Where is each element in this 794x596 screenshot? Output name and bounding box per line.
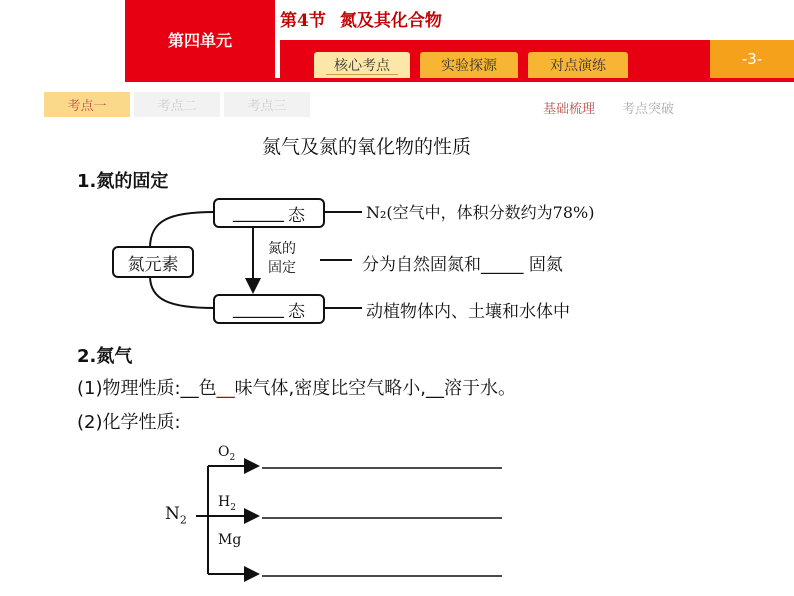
fixation-label-line1: 氮的 [268, 241, 296, 257]
section-2-heading: 2.氮气 [77, 346, 133, 367]
label-color: 色 [198, 378, 217, 399]
element-box [112, 246, 194, 278]
fixation-label-line2: 固定 [268, 260, 296, 276]
free-state-blank: ______ [233, 203, 284, 223]
combined-state-blank: ______ [233, 299, 284, 319]
free-state-label: 态 [288, 205, 305, 226]
link-basic-review[interactable]: 基础梳理 [543, 102, 596, 117]
free-state-box [213, 198, 325, 228]
label-odor-density: 味气体,密度比空气略小, [234, 378, 427, 399]
fixation-label [268, 240, 296, 278]
physical-properties [77, 374, 516, 400]
subtab-point-1[interactable]: 考点一 [44, 92, 130, 117]
combined-state-box [213, 294, 325, 324]
mg-label: Mg [218, 532, 242, 548]
n2-label [165, 504, 187, 526]
tab-core-points[interactable]: 核心考点 [314, 52, 410, 78]
h2-subscript: 2 [230, 502, 236, 513]
o2-subscript: 2 [229, 452, 236, 463]
h2-symbol: H [218, 494, 231, 510]
blank-color: __ [180, 378, 199, 399]
content-title: 氮气及氮的氧化物的性质 [262, 136, 472, 158]
physical-properties-prefix: (1)物理性质: [77, 378, 181, 399]
blank-solubility: __ [426, 378, 445, 399]
fixation-description: 分为自然固氮和_____ 固氮 [362, 255, 563, 275]
free-state-description: N₂(空气中，体积分数约为78%) [366, 203, 595, 222]
combined-state-description: 动植物体内、土壤和水体中 [366, 302, 570, 322]
link-breakthrough[interactable]: 考点突破 [622, 102, 675, 117]
tab-experiment[interactable]: 实验探源 [420, 52, 518, 78]
o2-label [218, 444, 235, 463]
n2-subscript: 2 [179, 513, 187, 527]
n2-symbol: N [165, 504, 180, 524]
o2-symbol: O [218, 444, 230, 460]
section-topic: 氮及其化合物 [339, 11, 442, 31]
connector-bottom [150, 276, 214, 308]
chemical-properties: (2)化学性质: [77, 412, 181, 433]
h2-label [218, 494, 236, 513]
page-number: -3- [710, 40, 794, 78]
combined-state-label: 态 [288, 301, 305, 322]
section-1-heading: 1.氮的固定 [77, 171, 169, 192]
label-solubility: 溶于水。 [444, 378, 517, 399]
connector-top [150, 212, 214, 248]
subtab-point-3[interactable]: 考点三 [224, 92, 310, 117]
element-box-label: 氮元素 [127, 254, 179, 275]
tab-practice[interactable]: 对点演练 [528, 52, 628, 78]
unit-label: 第四单元 [125, 0, 275, 78]
blank-odor: __ [216, 378, 235, 399]
section-number: 第4节 [280, 11, 326, 31]
subtab-point-2[interactable]: 考点二 [134, 92, 220, 117]
